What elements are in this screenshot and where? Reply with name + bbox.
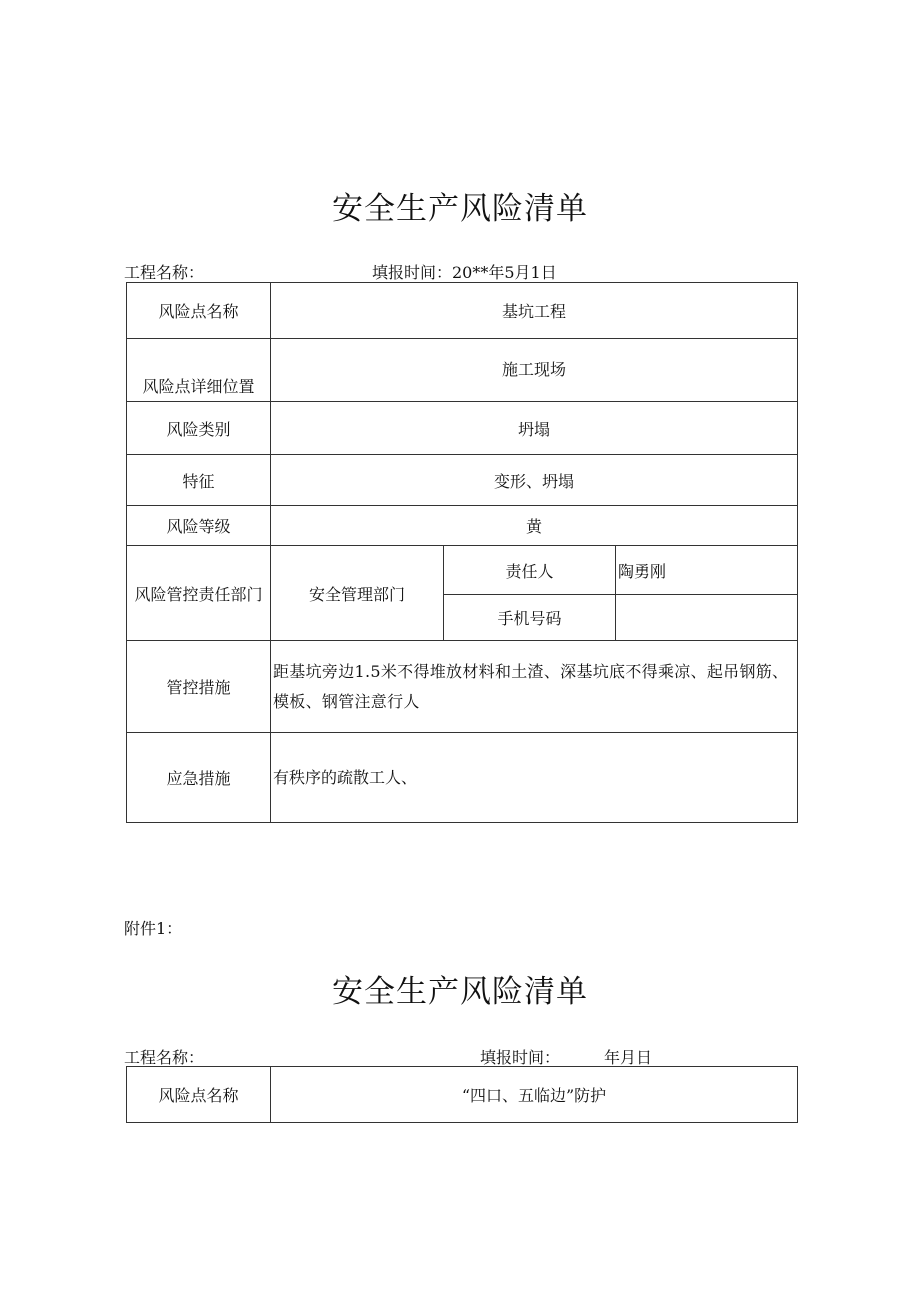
project-name-label-2: 工程名称： [124, 1048, 205, 1067]
control-value: 距基坑旁边1.5米不得堆放材料和土渣、深基坑底不得乘凉、起吊钢筋、模板、钢管注意行人 [271, 641, 798, 733]
report-time-label-2: 填报时间： [480, 1048, 561, 1067]
feature-label: 特征 [127, 455, 271, 506]
report-date-2: 年月日 [604, 1048, 653, 1067]
emergency-label: 应急措施 [127, 733, 271, 823]
dept-value: 安全管理部门 [271, 546, 444, 641]
location-label: 风险点详细位置 [127, 339, 271, 402]
risk-table [126, 282, 798, 823]
phone-label: 手机号码 [444, 595, 616, 641]
risk-name-value: 基坑工程 [271, 283, 798, 339]
project-name-label: 工程名称： [124, 263, 205, 282]
location-value: 施工现场 [271, 339, 798, 402]
category-value: 坍塌 [271, 402, 798, 455]
emergency-value: 有秩序的疏散工人、 [271, 733, 798, 823]
risk-table-2 [126, 1066, 798, 1123]
dept-label: 风险管控责任部门 [127, 546, 271, 641]
report-time: 填报时间：20**年5月1日 [372, 263, 557, 282]
attachment-label: 附件1： [124, 919, 183, 938]
page-title: 安全生产风险清单 [332, 191, 588, 227]
level-value: 黄 [271, 506, 798, 546]
person-label: 责任人 [444, 546, 616, 595]
risk-name-label-2: 风险点名称 [127, 1067, 271, 1123]
control-label: 管控措施 [127, 641, 271, 733]
risk-name-value-2: “四口、五临边”防护 [271, 1067, 798, 1123]
category-label: 风险类别 [127, 402, 271, 455]
person-value: 陶勇刚 [616, 546, 798, 595]
phone-value [616, 595, 798, 641]
page2-title: 安全生产风险清单 [332, 974, 588, 1010]
risk-name-label: 风险点名称 [127, 283, 271, 339]
level-label: 风险等级 [127, 506, 271, 546]
feature-value: 变形、坍塌 [271, 455, 798, 506]
